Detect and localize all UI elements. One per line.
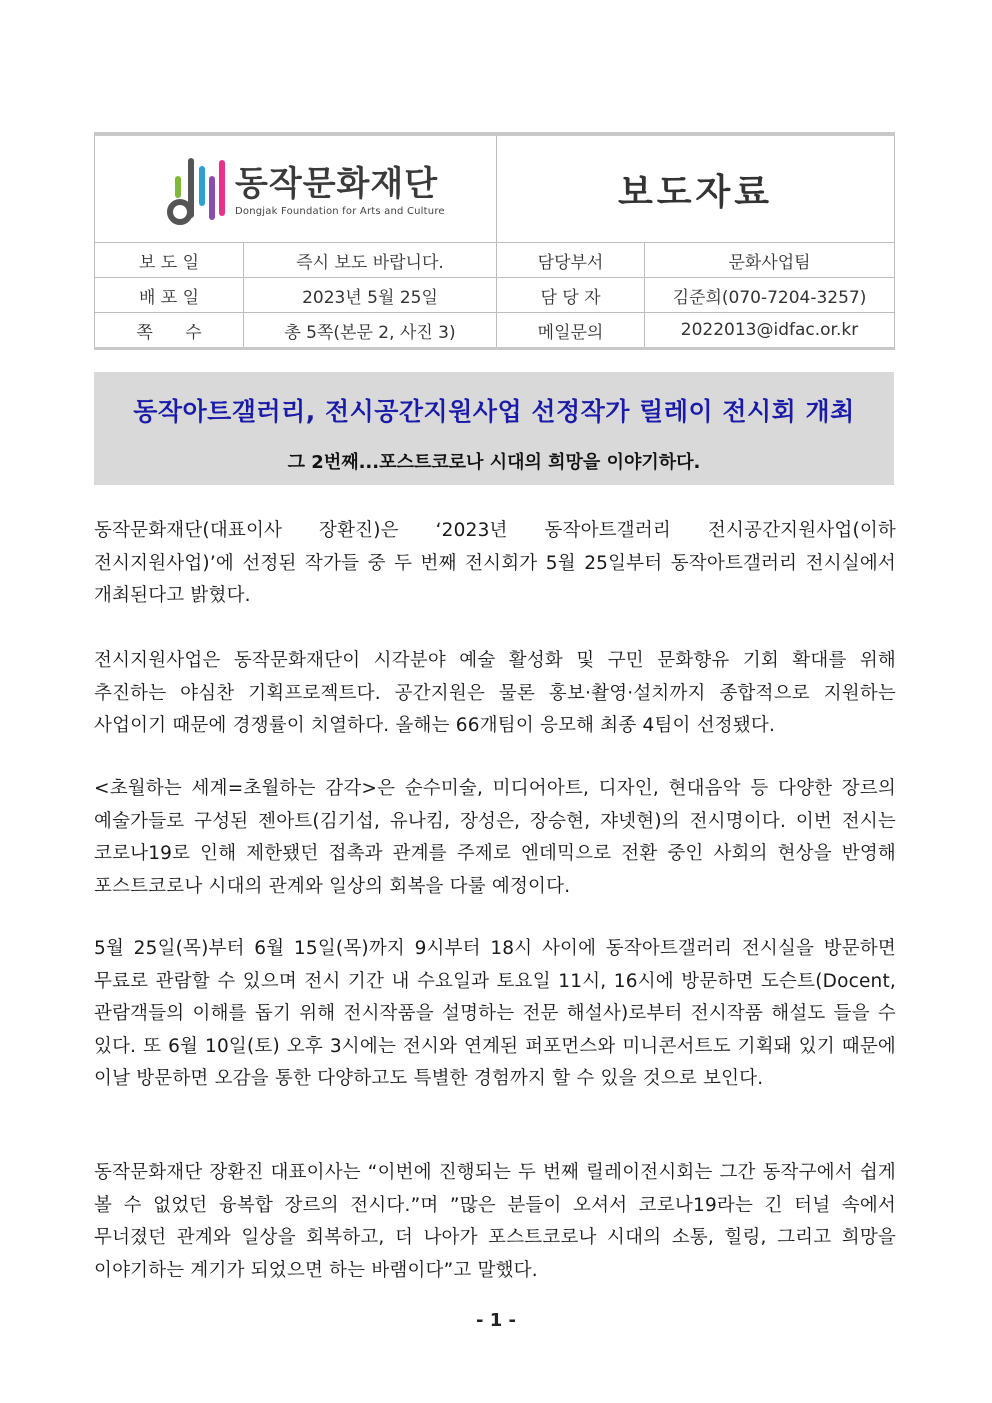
org-name: 동작문화재단 xyxy=(235,163,439,204)
department-value: 문화사업팀 xyxy=(645,243,895,278)
email-value: 2022013@idfac.or.kr xyxy=(645,313,895,349)
body-paragraph-5: 동작문화재단 장환진 대표이사는 “이번에 진행되는 두 번째 릴레이전시회는 그간 동작구에서 쉽게 볼 수 없었던 융복합 장르의 전시다.”며 ”많은 분들이 오셔서 코로나19라는 긴 터널 속에서 무너졌던 관계와 일상을 회복하고, 더 나아가 포스트코로나 시대의 소통, 힐링, 그리고 희망을 이야기하는 계기가 되었으면 하는 바램이다”고 말했다. xyxy=(94,1162,896,1281)
page-count-label: 쪽 수 xyxy=(95,313,244,349)
table-row xyxy=(95,243,895,278)
foundation-logo xyxy=(165,154,445,226)
release-date-value: 즉시 보도 바랍니다. xyxy=(244,243,497,278)
press-info-table xyxy=(94,132,895,350)
body-paragraph-2: 전시지원사업은 동작문화재단이 시각분야 예술 활성화 및 구민 문화향유 기회 확대를 위해 추진하는 야심찬 기획프로젝트다. 공간지원은 물론 홍보·촬영·설치까지 종합적으로 지원하는 사업이기 때문에 경쟁률이 치열하다. 올해는 66개팀이 응모해 최종 4팀이 선정됐다. xyxy=(94,650,896,736)
logo-cell xyxy=(95,134,497,243)
doc-type-title: 보도자료 xyxy=(497,134,895,243)
logo-mark-icon xyxy=(165,154,227,226)
page-count-value: 총 5쪽(본문 2, 사진 3) xyxy=(244,313,497,349)
email-label: 메일문의 xyxy=(497,313,645,349)
headline-box xyxy=(94,372,894,485)
contact-person-value: 김준희(070-7204-3257) xyxy=(645,278,895,313)
distribution-date-value: 2023년 5월 25일 xyxy=(244,278,497,313)
body-paragraph-1: 동작문화재단(대표이사 장환진)은 ‘2023년 동작아트갤러리 전시공간지원사업(이하 전시지원사업)’에 선정된 작가들 중 두 번째 전시회가 5월 25일부터 동작아트갤러리 전시실에서 개최된다고 밝혔다. xyxy=(94,520,896,606)
body-paragraph-3: <초월하는 세계=초월하는 감각>은 순수미술, 미디어아트, 디자인, 현대음악 등 다양한 장르의 예술가들로 구성된 젠아트(김기섭, 유나킴, 장성은, 장승현, 쟈넷현)의 전시명이다. 이번 전시는 코로나19로 인해 제한됐던 접촉과 관계를 주제로 엔데믹으로 전환 중인 사회의 현상을 반영해 포스트코로나 시대의 관계와 일상의 회복을 다룰 예정이다. xyxy=(94,778,896,897)
table-row xyxy=(95,313,895,349)
subheadline: 그 2번째...포스트코로나 시대의 희망을 이야기하다. xyxy=(287,452,701,473)
distribution-date-label: 배 포 일 xyxy=(95,278,244,313)
body-paragraph-4: 5월 25일(목)부터 6월 15일(목)까지 9시부터 18시 사이에 동작아트갤러리 전시실을 방문하면 무료로 관람할 수 있으며 전시 기간 내 수요일과 토요일 11시, 16시에 방문하면 도슨트(Docent, 관람객들의 이해를 돕기 위해 전시작품을 설명하는 전문 해설사)로부터 전시작품 해설도 들을 수 있다. 또 6월 10일(토) 오후 3시에는 전시와 연계된 퍼포먼스와 미니콘서트도 기획돼 있기 때문에 이날 방문하면 오감을 통한 다양하고도 특별한 경험까지 할 수 있을 것으로 보인다. xyxy=(94,938,896,1089)
release-date-label: 보 도 일 xyxy=(95,243,244,278)
org-subtitle: Dongjak Foundation for Arts and Culture xyxy=(235,205,445,217)
department-label: 담당부서 xyxy=(497,243,645,278)
contact-person-label: 담 당 자 xyxy=(497,278,645,313)
page-number: - 1 - xyxy=(476,1310,516,1331)
table-row xyxy=(95,278,895,313)
headline: 동작아트갤러리, 전시공간지원사업 선정작가 릴레이 전시회 개최 xyxy=(133,397,855,426)
